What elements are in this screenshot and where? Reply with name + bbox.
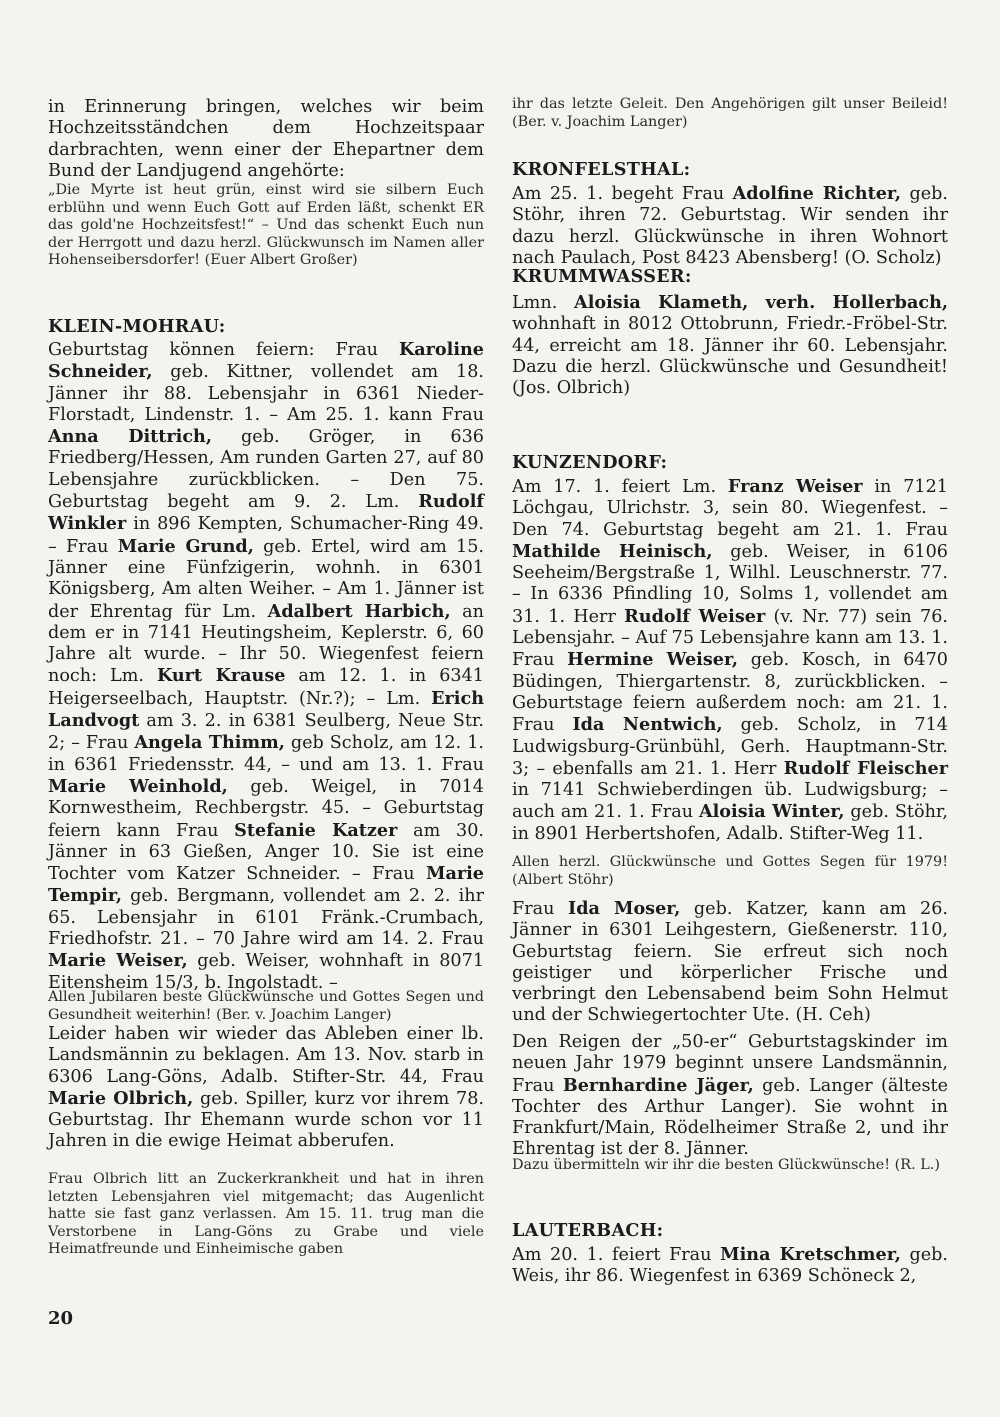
person-name: Erich Landvogt [48,687,484,732]
person-name: Adalbert Harbich, [267,600,451,622]
page-number: 20 [48,1308,74,1329]
person-name: Rudolf Winkler [48,491,484,535]
text-run: Dazu übermitteln wir ihr die besten Glückwünsche! (R. L.) [512,1157,940,1173]
person-name: Marie Olbrich, [48,1087,194,1109]
text-run: geb. Katzer, kann am 26. Jänner in 6301 Leihgestern, Gießenerstr. 110, Geburtstag feiern. Sie erfreut sich noch geistiger und körperlicher Frische und verbringt den Lebensabend beim Sohn Helmut und der Schwiegertochter Ute. (H. Ceh) [512,899,948,1026]
person-name: Marie Weiser, [48,950,188,972]
person-name: Kurt Krause [156,665,286,687]
text-run: geb. Stöhr, in 8901 Herbertshofen, Adalb. Stifter-Weg 11. [512,802,948,844]
text-run: geb Scholz, am 12. 1. in 6361 Friedensstr. 44, – und am 13. 1. Frau [48,733,484,775]
text-run: „Die Myrte ist heut grün, einst wird sie silbern Euch erblühn und wenn Euch Gott auf Erden läßt, schenkt ER das gold'ne Hochzeitsfest!“ – Und das schenkt Euch nun der Herrgott und dazu herzl. Glückwunsch im Namen aller Hohenseibersdorfer! (Euer Albert Großer) [48,182,484,269]
text-run: in 7141 Schwieberdingen üb. Ludwigsburg; – auch am 21. 1. Frau [512,780,948,823]
small-note [512,1157,948,1175]
person-name: Bernhardine Jäger, [562,1074,754,1096]
person-name: Rudolf Weiser [624,605,766,627]
text-run: geb. Weiser, in 6106 Seeheim/Bergstraße 1, Wilhl. Leuschnerstr. 77. – In 6336 Pfindling 10, Solms 1, vollendet am 31. 1. Herr [512,541,948,627]
text-run: Am 17. 1. feiert Lm. [512,477,728,497]
text-run: LAUTERBACH: [512,1220,664,1241]
text-run: geb. Stöhr, ihren 72. Geburtstag. Wir senden ihr dazu herzl. Glückwünsche in ihren Wohnort nach Paulach, Post 8423 Abensberg! (O. Scholz) [512,184,948,268]
person-name: Aloisia Winter, [698,801,845,823]
paragraph [48,97,484,182]
text-run: geb. Kosch, in 6470 Büdingen, Thiergartenstr. 8, zurückblicken. – Geburtstage feiern außerdem noch: am 21. 1. Frau [512,650,948,736]
section-heading [512,1220,948,1241]
small-note [48,1171,484,1259]
text-run: ihr das letzte Geleit. Den Angehörigen gilt unser Beileid! (Ber. v. Joachim Langer) [512,96,948,130]
text-run: am 3. 2. in 6381 Seulberg, Neue Str. 2; – Frau [48,711,484,754]
text-run: Frau Olbrich litt an Zuckerkrankheit und hat in ihren letzten Lebensjahren viel mitgemacht; das Augenlicht hatte sie fast ganz verlassen. Am 15. 11. trug man die Verstorbene in Lang-Göns zu Grabe und viele Heimatfreunde und Einheimische gaben [48,1171,484,1258]
text-run: Am 25. 1. begeht Frau [512,184,733,204]
text-run: geb. Scholz, in 714 Ludwigsburg-Grünbühl, Gerh. Hauptmann-Str. 3; – ebenfalls am 21. 1. Herr [512,715,948,779]
small-note [48,182,484,270]
text-run: Allen herzl. Glückwünsche und Gottes Segen für 1979! (Albert Stöhr) [512,854,948,888]
person-name: Karoline Schneider, [48,339,484,383]
text-run: Am 20. 1. feiert Frau [512,1245,721,1265]
person-name: Marie Weinhold, [48,775,228,797]
text-run: in 896 Kempten, Schumacher-Ring 49. – Frau [48,514,484,557]
paragraph [48,1024,484,1153]
person-name: Franz Weiser [727,476,863,497]
person-name: Ida Moser, [567,898,681,919]
person-name: Mina Kretschmer, [720,1244,901,1265]
paragraph [512,292,948,399]
text-run: geb. Gröger, in 636 Friedberg/Hessen, Am runden Garten 27, auf 80 Lebensjahre zurückblicken. – Den 75. Geburtstag begeht am 9. 2. Lm. [48,427,484,513]
paragraph [512,1032,948,1161]
text-run: Den Reigen der „50-er“ Geburtstagskinder im neuen Jahr 1979 beginnt unsere Landsmännin, Frau [512,1032,948,1096]
text-run: am 12. 1. in 6341 Heigerseelbach, Hauptstr. (Nr.?); – Lm. [48,666,485,709]
text-run: Allen Jubilaren beste Glückwünsche und Gottes Segen und Gesundheit weiterhin! (Ber. v. Joachim Langer) [48,989,484,1023]
person-name: Anna Dittrich, [48,426,212,448]
small-note [512,96,948,131]
paragraph [512,898,948,1027]
person-name: Aloisia Klameth, verh. Hollerbach, [574,292,948,313]
person-name: Adolfine Richter, [732,183,902,204]
paragraph [512,1244,948,1288]
person-name: Angela Thimm, [134,732,285,754]
person-name: Marie Grund, [117,535,254,557]
section-heading [512,452,948,473]
person-name: Hermine Weiser, [567,649,739,671]
person-name: Stefanie Katzer [234,819,398,841]
text-run: geb. Weigel, in 7014 Kornwestheim, Rechbergstr. 45. – Geburtstag feiern kann Frau [48,776,484,841]
paragraph [512,476,948,845]
text-run: KRONFELSTHAL: [512,159,691,180]
text-run: in 7121 Löchgau, Ulrichstr. 3, sein 80. Wiegenfest. – Den 74. Geburtstag begeht am 21. 1. Frau [512,477,949,540]
text-run: am 30. Jänner in 63 Gießen, Anger 10. Sie ist eine Tochter vom Katzer Schneider. – Frau [48,820,485,885]
text-run: KRUMMWASSER: [512,266,692,287]
small-note [48,989,484,1024]
text-run: KLEIN-MOHRAU: [48,316,226,337]
text-run: Leider haben wir wieder das Ableben einer lb. Landsmännin zu beklagen. Am 13. Nov. starb in 6306 Lang-Göns, Adalb. Stifter-Str. 44, Frau [48,1024,484,1087]
section-heading [512,159,948,180]
text-run: in Erinnerung bringen, welches wir beim Hochzeitsständchen dem Hochzeitspaar darbrachten, wenn einer der Ehepartner dem Bund der Landjugend angehörte: [48,97,484,181]
text-run: geb. Weiser, wohnhaft in 8071 Eitensheim 15/3, b. Ingolstadt. – [48,951,485,993]
text-run: geb. Langer (älteste Tochter des Arthur Langer). Sie wohnt in Frankfurt/Main, Rödelheimer Straße 2, und ihr Ehrentag ist der 8. Jänner. [512,1075,949,1160]
text-run: Frau [512,899,568,919]
text-run: Lmn. [512,293,575,313]
text-run: (v. Nr. 77) sein 76. Lebensjahr. – Auf 75 Lebensjahre kann am 13. 1. Frau [512,606,948,671]
small-note [512,854,948,889]
section-heading [48,316,484,337]
text-run: an dem er in 7141 Heutingsheim, Keplerstr. 6, 60 Jahre alt wurde. – Ihr 50. Wiegenfest feiern noch: Lm. [48,601,484,687]
section-heading [512,266,948,287]
paragraph [512,183,948,269]
person-name: Ida Nentwich, [572,714,723,736]
text-run: Geburtstag können feiern: Frau [48,340,399,360]
text-run: geb. Kittner, vollendet am 18. Jänner ihr 88. Lebensjahr in 6361 Nieder-Florstadt, Lindenstr. 1. – Am 25. 1. kann Frau [48,362,484,425]
paragraph [48,339,484,994]
text-run: geb. Spiller, kurz vor ihrem 78. Geburtstag. Ihr Ehemann wurde schon vor 11 Jahren in die ewige Heimat abberufen. [48,1088,484,1152]
text-run: KUNZENDORF: [512,452,668,473]
person-name: Rudolf Fleischer [783,757,948,779]
person-name: Mathilde Heinisch, [512,540,713,562]
text-run: wohnhaft in 8012 Ottobrunn, Friedr.-Fröbel-Str. 44, erreicht am 18. Jänner ihr 60. Lebensjahr. Dazu die herzl. Glückwünsche und Gesundheit! (Jos. Olbrich) [512,314,948,399]
text-run: geb. Bergmann, vollendet am 2. 2. ihr 65. Lebensjahr in 6101 Fränk.-Crumbach, Friedhofstr. 21. – 70 Jahre wird am 14. 2. Frau [48,886,484,950]
text-run: geb. Ertel, wird am 15. Jänner eine Fünfzigerin, wohnh. in 6301 Königsberg, Am alten Weiher. – Am 1. Jänner ist der Ehrentag für Lm. [48,536,485,622]
text-run: geb. Weis, ihr 86. Wiegenfest in 6369 Schöneck 2, [512,1245,948,1287]
person-name: Marie Tempir, [48,863,484,907]
